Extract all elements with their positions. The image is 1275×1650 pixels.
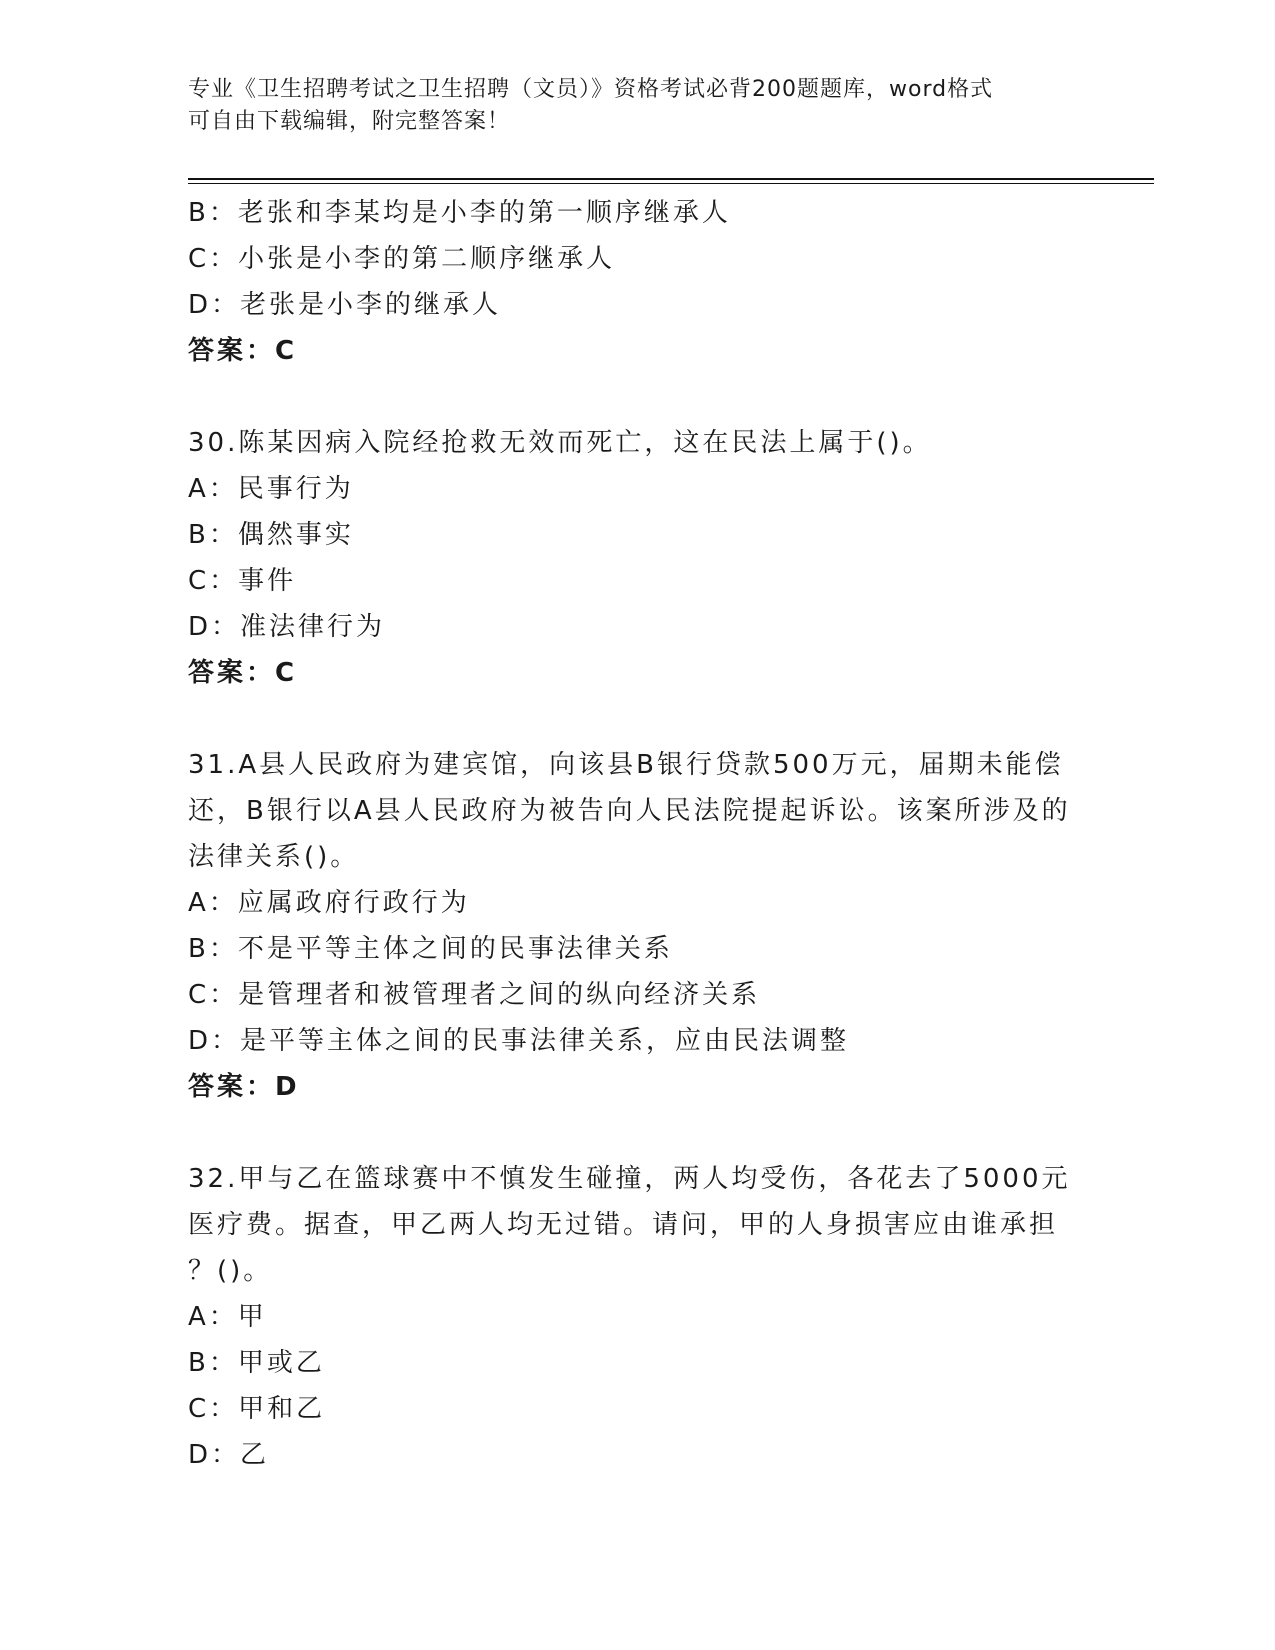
answer-line: 答案：C [188, 658, 298, 688]
header-divider-thin [188, 183, 1154, 184]
question-29 [188, 190, 1088, 374]
option-d: D：老张是小李的继承人 [188, 290, 502, 320]
question-30 [188, 420, 1088, 696]
option-c: C：事件 [188, 566, 297, 596]
option-c: C：是管理者和被管理者之间的纵向经济关系 [188, 980, 761, 1010]
answer-line: 答案：C [188, 336, 298, 366]
spacer [188, 1110, 1088, 1156]
option-d: D：准法律行为 [188, 612, 386, 642]
spacer [188, 696, 1088, 742]
option-a: A：甲 [188, 1302, 267, 1332]
document-header [188, 74, 1088, 138]
option-b: B：老张和李某均是小李的第一顺序继承人 [188, 198, 731, 228]
question-stem-line-2: 还，B银行以A县人民政府为被告向人民法院提起诉讼。该案所涉及的 [188, 796, 1071, 826]
question-32 [188, 1156, 1088, 1478]
option-c: C：甲和乙 [188, 1394, 326, 1424]
spacer [188, 374, 1088, 420]
question-stem-line-2: 医疗费。据查，甲乙两人均无过错。请问，甲的人身损害应由谁承担 [188, 1210, 1059, 1240]
header-divider-thick [188, 178, 1154, 180]
question-stem-line-1: 32.甲与乙在篮球赛中不慎发生碰撞，两人均受伤，各花去了5000元 [188, 1164, 1071, 1194]
header-line-1: 专业《卫生招聘考试之卫生招聘（文员）》资格考试必背200题题库，word格式 [188, 77, 994, 102]
question-stem-line-1: 31.A县人民政府为建宾馆，向该县B银行贷款500万元，届期未能偿 [188, 750, 1064, 780]
option-b: B：偶然事实 [188, 520, 354, 550]
option-b: B：不是平等主体之间的民事法律关系 [188, 934, 673, 964]
question-31 [188, 742, 1088, 1110]
question-stem-line-3: ？()。 [188, 1256, 273, 1286]
question-list [188, 190, 1088, 1478]
option-b: B：甲或乙 [188, 1348, 325, 1378]
header-line-2: 可自由下载编辑，附完整答案！ [188, 109, 511, 134]
question-stem: 30.陈某因病入院经抢救无效而死亡，这在民法上属于()。 [188, 428, 932, 458]
option-c: C：小张是小李的第二顺序继承人 [188, 244, 616, 274]
question-stem-line-3: 法律关系()。 [188, 842, 360, 872]
option-a: A：民事行为 [188, 474, 354, 504]
option-d: D：是平等主体之间的民事法律关系，应由民法调整 [188, 1026, 850, 1056]
option-d: D：乙 [188, 1440, 270, 1470]
answer-line: 答案：D [188, 1072, 300, 1102]
option-a: A：应属政府行政行为 [188, 888, 470, 918]
